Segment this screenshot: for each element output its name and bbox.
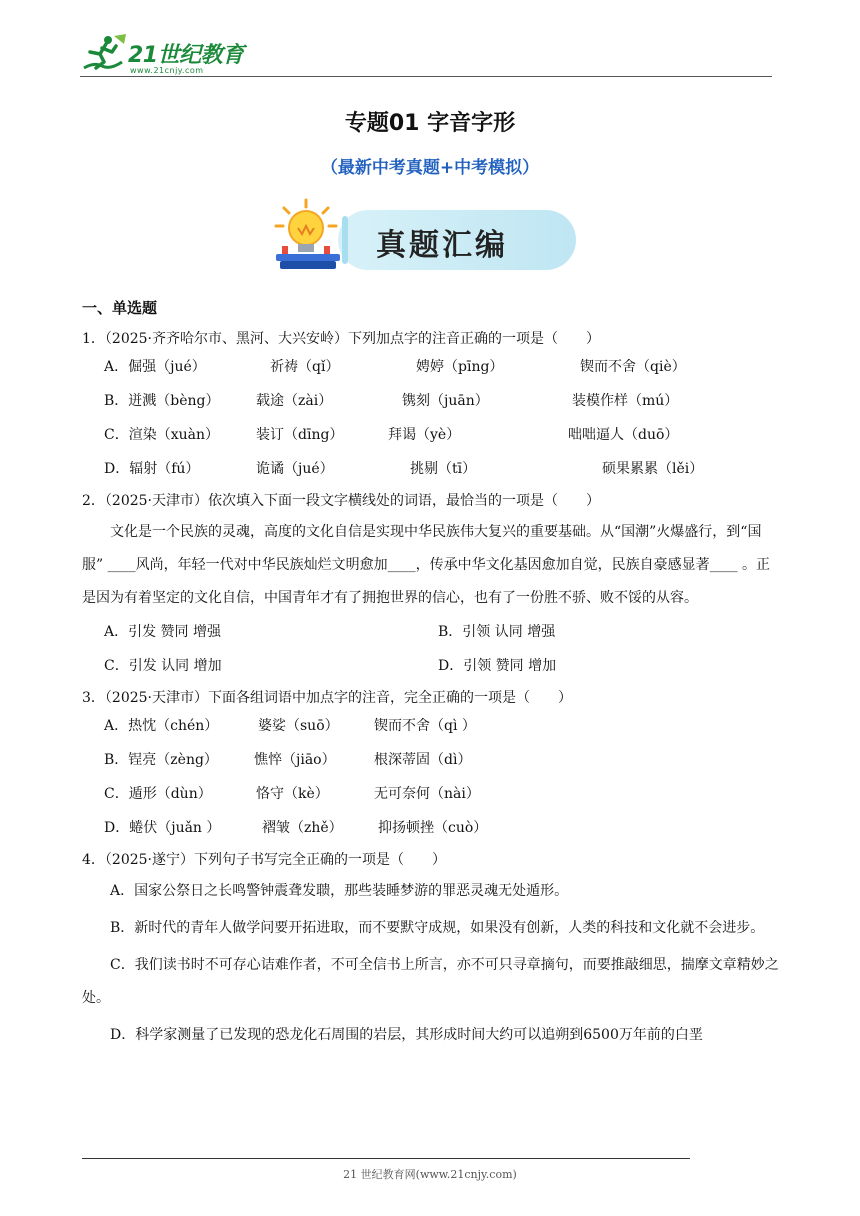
option-row[interactable] xyxy=(82,418,782,452)
option-item: 祈祷（qǐ） xyxy=(270,359,340,375)
page-header xyxy=(80,30,772,80)
option-b: B．锃亮（zèng） xyxy=(104,752,218,768)
option-b[interactable]: B．新时代的青年人做学问要开拓进取，而不要默守成规，如果没有创新，人类的科技和文化就不会进步。 xyxy=(110,920,765,936)
option-row[interactable] xyxy=(82,615,782,649)
option-item: 褶皱（zhě） xyxy=(262,820,343,836)
option-item: 憔悴（jiāo） xyxy=(254,752,336,768)
section-banner xyxy=(268,198,580,276)
option-c: C．渲染（xuàn） xyxy=(104,427,219,443)
page-title: 专题01 字音字形 xyxy=(344,111,516,136)
option-row[interactable] xyxy=(82,777,782,811)
question-4 xyxy=(82,849,782,1052)
option-item: 镌刻（juān） xyxy=(402,393,489,409)
option-item: 装订（dīng） xyxy=(256,427,344,443)
option-item: 锲而不舍（qiè） xyxy=(580,359,686,375)
option-row[interactable] xyxy=(82,811,782,845)
option-item: 装模作样（mú） xyxy=(572,393,679,409)
header-divider xyxy=(80,76,772,77)
option-b: B．引领 认同 增强 xyxy=(438,624,556,640)
option-d[interactable]: D．科学家测量了已发现的恐龙化石周围的岩层，其形成时间大约可以追朔到6500万年前的白垩 xyxy=(110,1027,703,1043)
option-item: 挑剔（tī） xyxy=(410,461,477,477)
option-item: 恪守（kè） xyxy=(256,786,329,802)
option-item: 无可奈何（nài） xyxy=(374,786,480,802)
option-a: A．倔强（jué） xyxy=(104,359,206,375)
question-stem: 1．（2025·齐齐哈尔市、黑河、大兴安岭）下列加点字的注音正确的一项是（ ） xyxy=(82,331,600,347)
question-content xyxy=(82,298,782,1052)
option-item: 载途（zài） xyxy=(256,393,333,409)
site-logo[interactable] xyxy=(80,32,250,78)
option-c[interactable]: C．我们读书时不可存心诘难作者，不可全信书上所言，亦不可只寻章摘句，而要推敲细思，揣摩文章精妙之处。 xyxy=(82,957,779,1006)
option-item: 根深蒂固（dì） xyxy=(374,752,472,768)
option-item: 锲而不舍（qì ） xyxy=(374,718,476,734)
option-item: 拜谒（yè） xyxy=(388,427,461,443)
question-1 xyxy=(82,328,782,486)
question-stem: 4．（2025·遂宁）下列句子书写完全正确的一项是（ ） xyxy=(82,852,446,868)
option-item: 咄咄逼人（duō） xyxy=(568,427,679,443)
logo-text: 21世纪教育 xyxy=(128,43,244,68)
question-stem: 3．（2025·天津市）下面各组词语中加点字的注音，完全正确的一项是（ ） xyxy=(82,690,572,706)
lightbulb-icon xyxy=(268,198,348,276)
question-stem: 2．（2025·天津市）依次填入下面一段文字横线处的词语，最恰当的一项是（ ） xyxy=(82,493,600,509)
page-subtitle: （最新中考真题+中考模拟） xyxy=(320,158,540,178)
option-item: 硕果累累（lěi） xyxy=(602,461,704,477)
option-d: D．引领 赞同 增加 xyxy=(438,658,557,674)
option-row[interactable] xyxy=(82,649,782,683)
option-c: C．引发 认同 增加 xyxy=(104,658,222,674)
page-footer[interactable]: 21 世纪教育网(www.21cnjy.com) xyxy=(343,1168,517,1181)
footer-divider xyxy=(82,1158,690,1159)
option-row[interactable] xyxy=(82,384,782,418)
section-heading: 一、单选题 xyxy=(82,299,158,317)
option-item: 娉婷（pīng） xyxy=(416,359,504,375)
option-item: 诡谲（jué） xyxy=(256,461,334,477)
question-passage: 文化是一个民族的灵魂，高度的文化自信是实现中华民族伟大复兴的重要基础。从“国潮”火爆盛行，到“国服” ____风尚，年轻一代对中华民族灿烂文明愈加____，传承中华文化基因愈加自觉，民族自豪感显著____ 。正是因为有着坚定的文化自信，中国青年才有了拥抱世界的信心，也有了一份胜不骄、败不馁的从容。 xyxy=(82,524,771,606)
banner-label: 真题汇编 xyxy=(376,228,508,263)
option-a: A．引发 赞同 增强 xyxy=(104,624,222,640)
option-row[interactable] xyxy=(82,743,782,777)
question-2 xyxy=(82,490,782,683)
option-item: 抑扬顿挫（cuò） xyxy=(378,820,488,836)
option-row[interactable] xyxy=(82,452,782,486)
option-item: 婆娑（suō） xyxy=(258,718,339,734)
option-row[interactable] xyxy=(82,350,782,384)
option-d: D．辐射（fú） xyxy=(104,461,200,477)
option-a: A．热忱（chén） xyxy=(104,718,219,734)
option-a[interactable]: A．国家公祭日之长鸣警钟震聋发聩，那些装睡梦游的罪恶灵魂无处遁形。 xyxy=(110,883,569,899)
option-d: D．蜷伏（juǎn ） xyxy=(104,820,221,836)
option-b: B．迸溅（bèng） xyxy=(104,393,220,409)
option-row[interactable] xyxy=(82,709,782,743)
option-c: C．遁形（dùn） xyxy=(104,786,212,802)
logo-url: www.21cnjy.com xyxy=(130,66,204,75)
runner-logo-icon xyxy=(80,32,128,76)
question-3 xyxy=(82,687,782,845)
